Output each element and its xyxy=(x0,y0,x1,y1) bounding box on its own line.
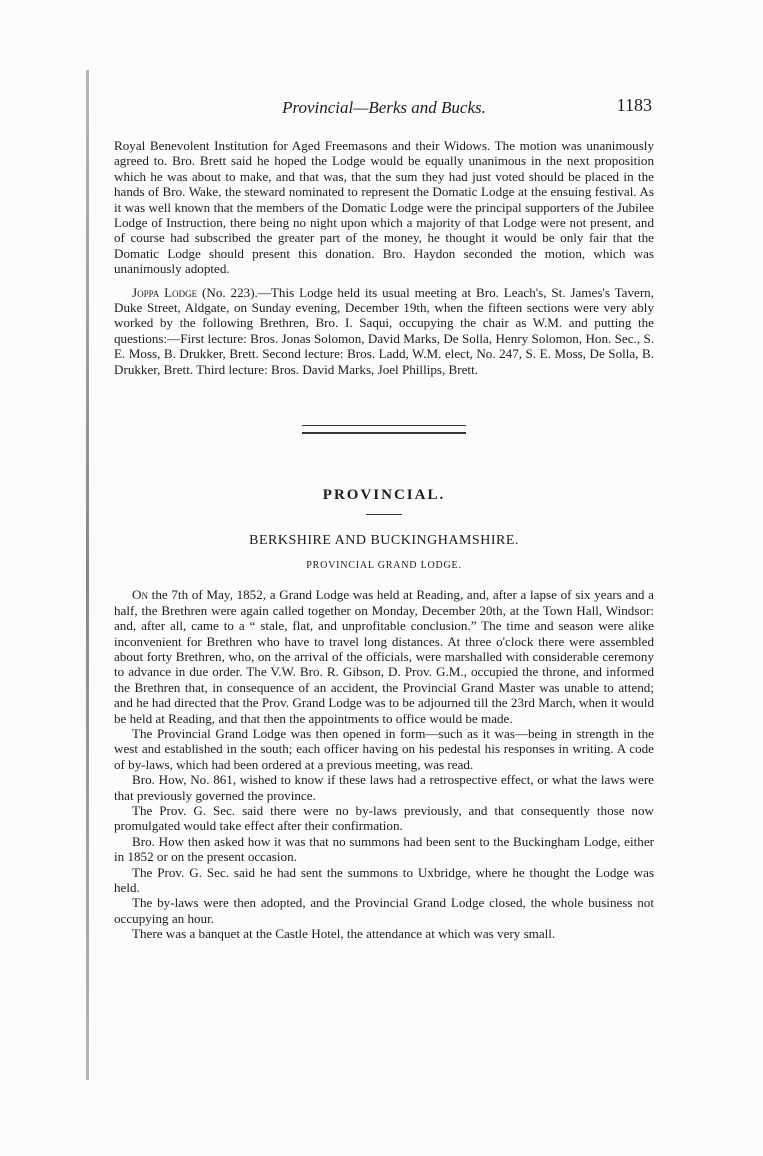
paragraph-opened-in-form: The Provincial Grand Lodge was then opened in form—such as it was—being in strength in the west and established in the south; each officer having on his pedestal his responses in writing. A code of by-laws, which had been ordered at a previous meeting, was read. xyxy=(114,725,654,772)
paragraph-banquet: There was a banquet at the Castle Hotel, the attendance at which was very small. xyxy=(132,926,556,942)
paragraph-joppa-lodge xyxy=(114,285,654,377)
section-divider xyxy=(302,425,466,434)
page-content xyxy=(114,96,654,942)
meeting-lead: On xyxy=(132,587,148,603)
joppa-lodge-lead: Joppa Lodge xyxy=(132,284,198,300)
page-header xyxy=(114,96,654,124)
paragraph-bylaws-adopted: The by-laws were then adopted, and the Provincial Grand Lodge closed, the whole business not occupying an hour. xyxy=(114,895,654,926)
section-subtitle: BERKSHIRE AND BUCKINGHAMSHIRE. xyxy=(249,532,519,548)
paragraph-buckingham-summons: Bro. How then asked how it was that no summons had been sent to the Buckingham Lodge, either in 1852 or on the present occasion. xyxy=(114,833,654,865)
meeting-body: the 7th of May, 1852, a Grand Lodge was held at Reading, and, after a lapse of six years and a half, the Brethren were again called together on Monday, December 20th, at the Town Hall, Windsor: and, after all, came to a “ stale, flat, and unprofitable conclusion.” The time and season were alike inconvenient for Brethren who have to travel long distances. At three o'clock there were assembled about forty Brethren, who, on the arrival of the officials, were marshalled with considerable ceremony to advance in due order. The V.W. Bro. R. Gibson, D. Prov. G.M., occupied the throne, and informed the Brethren that, in consequence of an accident, the Provincial Grand Master was unable to attend; and he had directed that the Prov. Grand Lodge was to be adjourned till the 23rd March, when it would be held at Reading, and that then the appointments to office would be made. xyxy=(114,587,654,726)
paragraph-uxbridge: The Prov. G. Sec. said he had sent the summons to Uxbridge, where he thought the Lodge was held. xyxy=(114,864,654,896)
section-title: PROVINCIAL. xyxy=(322,487,446,504)
paragraph-grand-lodge-meeting xyxy=(114,587,654,726)
binding-spine-edge xyxy=(86,70,89,1080)
joppa-lodge-body: (No. 223).—This Lodge held its usual meeting at Bro. Leach's, St. James's Tavern, Duke Street, Aldgate, on Sunday evening, December 19th, when the fifteen sections were very ably worked by the following Brethren, Bro. I. Saqui, occupying the chair as W.M. and putting the questions:—First lecture: Bros. Jonas Solomon, David Marks, De Solla, Henry Solomon, Hon. Sec., S. E. Moss, B. Drukker, Brett. Second lecture: Bros. Ladd, W.M. elect, No. 247, S. E. Moss, De Solla, B. Drukker, Brett. Third lecture: Bros. David Marks, Joel Phillips, Brett. xyxy=(114,284,654,377)
section-subsubtitle: PROVINCIAL GRAND LODGE. xyxy=(306,559,462,571)
paragraph-domatic-lodge-continued: Royal Benevolent Institution for Aged Freemasons and their Widows. The motion was unanimously agreed to. Bro. Brett said he hoped the Lodge would be equally unanimous in the next proposition which he was about to make, and that was, that the sum they had just voted should be placed in the hands of Bro. Wake, the steward nominated to represent the Domatic Lodge at the ensuing festival. As it was well known that the members of the Domatic Lodge were the principal supporters of the Jubilee Lodge of Instruction, there being no night upon which a majority of that Lodge were not present, and of course had subscribed the greater part of the money, he thought it would be only fair that the Domatic Lodge should present this donation. Bro. Haydon seconded the motion, which was unanimously adopted. xyxy=(114,138,654,277)
title-rule xyxy=(366,514,402,515)
paragraph-bro-how-question: Bro. How, No. 861, wished to know if these laws had a retrospective effect, or what the laws were that previously governed the province. xyxy=(114,772,654,803)
page-number: 1183 xyxy=(616,95,652,115)
running-title: Provincial—Berks and Bucks. xyxy=(282,98,486,117)
paragraph-sec-reply: The Prov. G. Sec. said there were no by-laws previously, and that consequently those now promulgated would take effect after their confirmation. xyxy=(114,803,654,834)
